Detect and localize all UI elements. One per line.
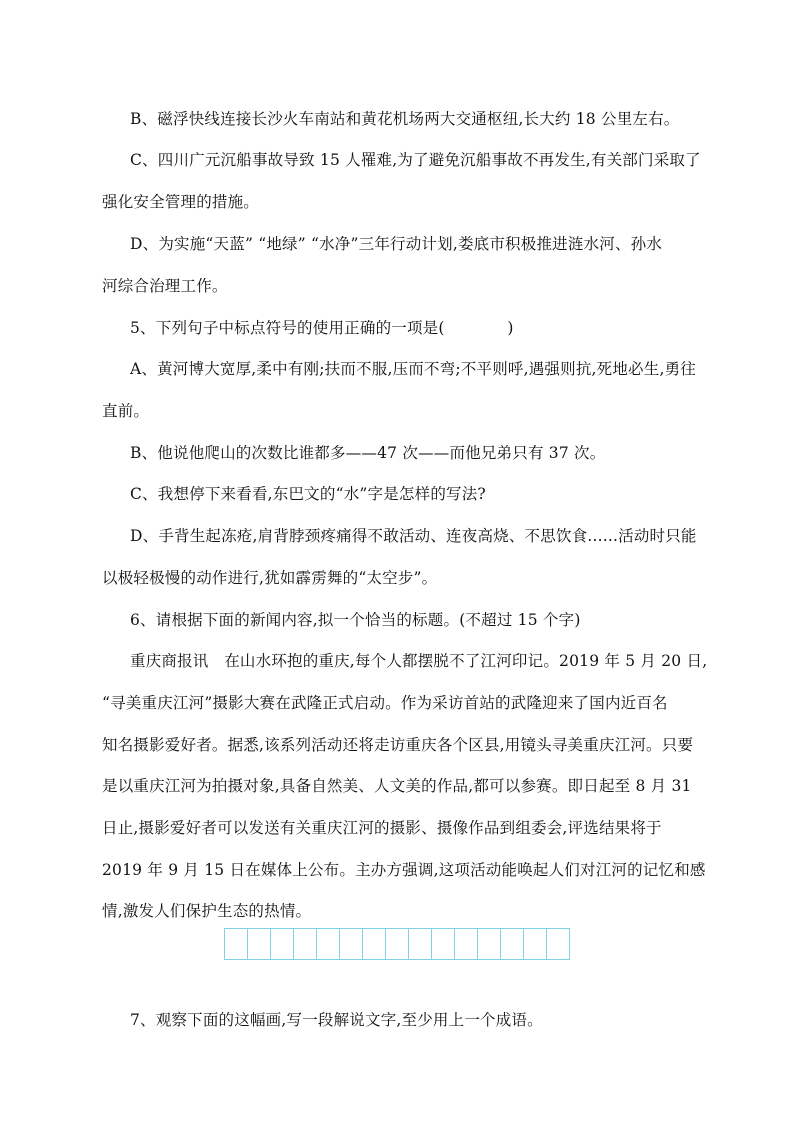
q4-option-c-continued: 强化安全管理的措施。: [102, 193, 260, 211]
answer-grid-cell[interactable]: [409, 928, 432, 960]
news-paragraph-line-7: 情,激发人们保护生态的热情。: [102, 902, 312, 920]
news-paragraph-line-4: 是以重庆江河为拍摄对象,具备自然美、人文美的作品,都可以参赛。即日起至 8 月 31: [102, 777, 692, 795]
answer-grid-cell[interactable]: [294, 928, 317, 960]
q4-option-b: B、磁浮快线连接长沙火车南站和黄花机场两大交通枢纽,长大约 18 公里左右。: [130, 110, 680, 128]
news-paragraph-line-3: 知名摄影爱好者。据悉,该系列活动还将走访重庆各个区县,用镜头寻美重庆江河。只要: [102, 736, 694, 754]
q5-option-c: C、我想停下来看看,东巴文的“水”字是怎样的写法?: [130, 485, 486, 503]
answer-grid-cell[interactable]: [271, 928, 294, 960]
q5-option-d-continued: 以极轻极慢的动作进行,犹如霹雳舞的“太空步”。: [102, 569, 438, 587]
q5-option-d: D、手背生起冻疮,肩背脖颈疼痛得不敢活动、连夜高烧、不思饮食......活动时只能: [130, 527, 697, 545]
answer-grid-cell[interactable]: [386, 928, 409, 960]
question-5: 5、下列句子中标点符号的使用正确的一项是( ): [130, 319, 514, 337]
question-7: 7、观察下面的这幅画,写一段解说文字,至少用上一个成语。: [130, 1011, 543, 1029]
news-paragraph-line-1: 重庆商报讯 在山水环抱的重庆,每个人都摆脱不了江河印记。2019 年 5 月 20 日,: [130, 652, 708, 670]
news-paragraph-line-2: “寻美重庆江河”摄影大赛在武隆正式启动。作为采访首站的武隆迎来了国内近百名: [102, 694, 668, 712]
answer-grid-cell[interactable]: [432, 928, 455, 960]
answer-grid-cell[interactable]: [317, 928, 340, 960]
answer-grid-cell[interactable]: [501, 928, 524, 960]
answer-grid-cell[interactable]: [524, 928, 547, 960]
q4-option-d: D、为实施“天蓝” “地绿” “水净”三年行动计划,娄底市积极推进涟水河、孙水: [130, 235, 663, 253]
q5-option-b: B、他说他爬山的次数比谁都多——47 次——而他兄弟只有 37 次。: [130, 444, 606, 462]
answer-grid-cell[interactable]: [363, 928, 386, 960]
q4-option-d-continued: 河综合治理工作。: [102, 277, 228, 295]
question-6: 6、请根据下面的新闻内容,拟一个恰当的标题。(不超过 15 个字): [130, 611, 581, 629]
q5-option-a: A、黄河博大宽厚,柔中有刚;扶而不服,压而不弯;不平则呼,遇强则抗,死地必生,勇往: [130, 360, 696, 378]
answer-grid-cell[interactable]: [455, 928, 478, 960]
q5-option-a-continued: 直前。: [102, 402, 150, 420]
news-paragraph-line-6: 2019 年 9 月 15 日在媒体上公布。主办方强调,这项活动能唤起人们对江河的记忆和感: [102, 861, 706, 879]
news-paragraph-line-5: 日止,摄影爱好者可以发送有关重庆江河的摄影、摄像作品到组委会,评选结果将于: [102, 819, 662, 837]
q4-option-c: C、四川广元沉船事故导致 15 人罹难,为了避免沉船事故不再发生,有关部门采取了: [130, 151, 701, 169]
answer-grid-cell[interactable]: [478, 928, 501, 960]
answer-grid-cell[interactable]: [225, 928, 248, 960]
answer-grid-cell[interactable]: [547, 928, 570, 960]
answer-grid-cell[interactable]: [340, 928, 363, 960]
answer-grid-cell[interactable]: [248, 928, 271, 960]
title-answer-grid[interactable]: [224, 928, 570, 960]
